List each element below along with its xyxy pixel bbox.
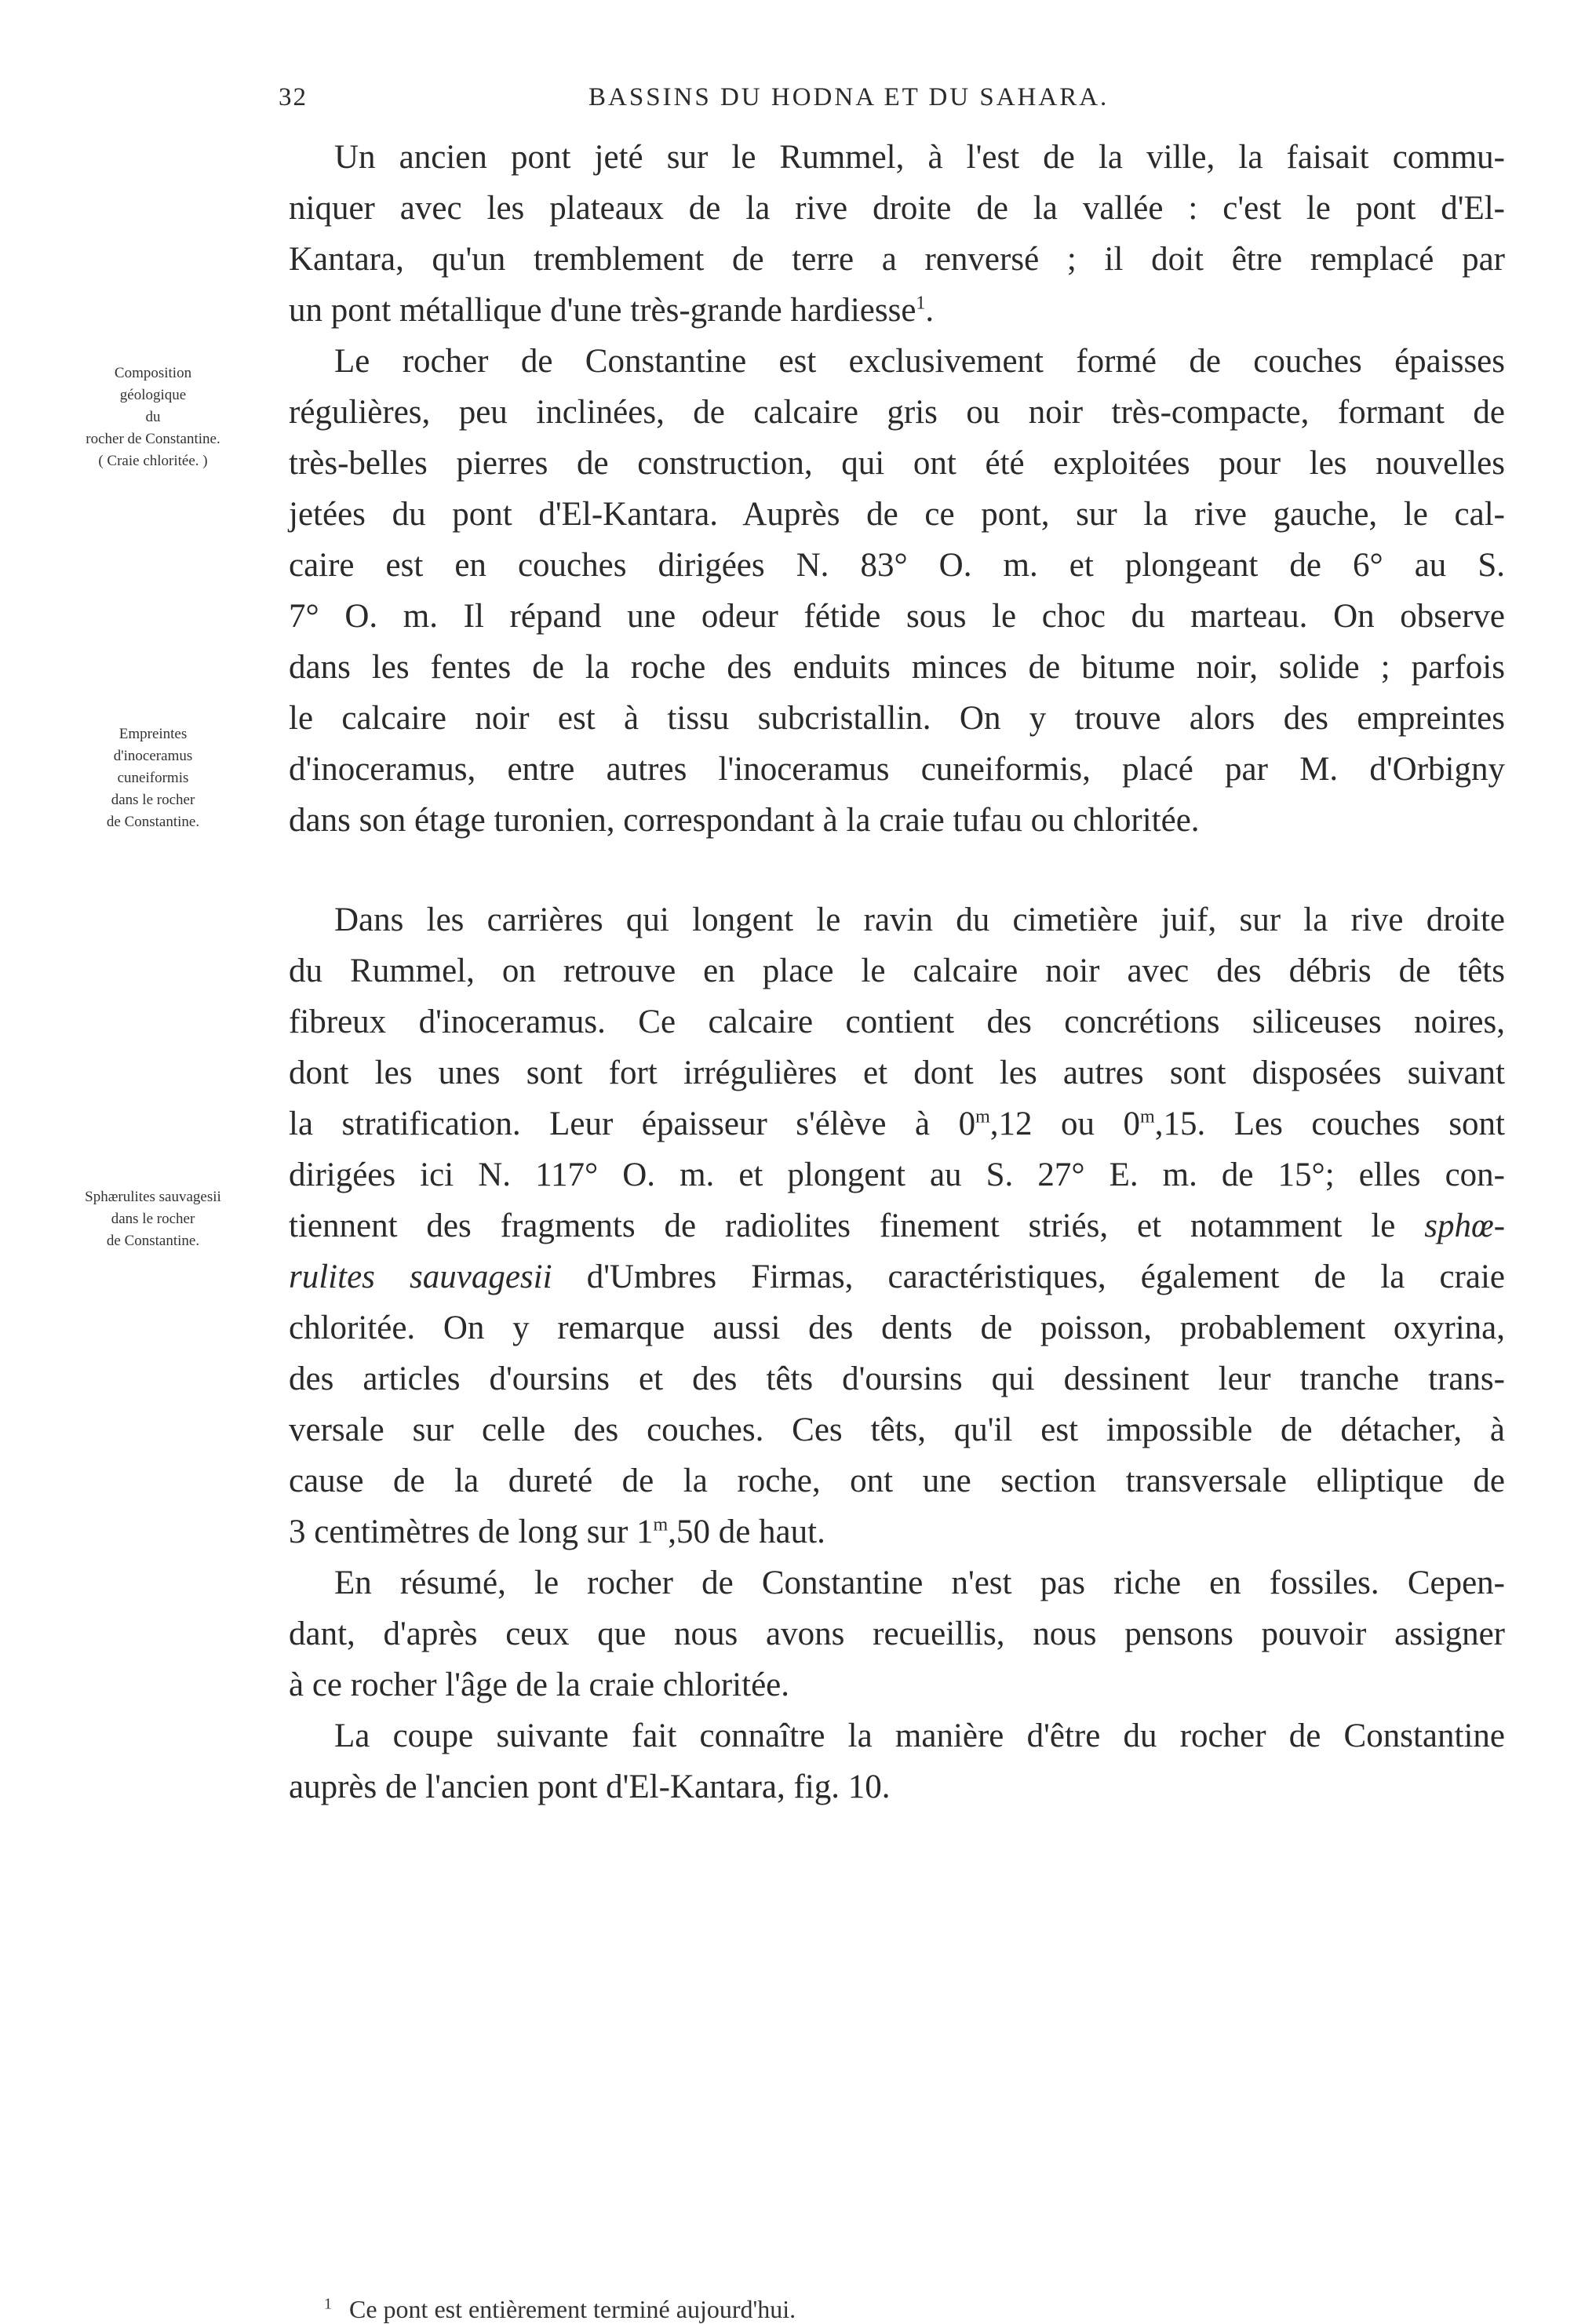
footnote — [324, 2295, 796, 2324]
footnote-mark: 1 — [324, 2295, 332, 2313]
margin-note-sphaerulites — [47, 1186, 259, 1252]
margin-note-line: Empreintes — [118, 726, 188, 742]
text-segment: . — [925, 292, 935, 329]
text-line: dans son étage turonien, correspondant à la craie tufau ou chloritée. — [289, 802, 1200, 839]
text-line: dant, d'après ceux que nous avons recueillis, nous pensons pouvoir assigner — [289, 1616, 1505, 1652]
text-line: dirigées ici N. 117° O. m. et plongent au S. 27° E. m. de 15°; elles con- — [289, 1157, 1505, 1193]
unit-superscript: m — [975, 1106, 990, 1127]
text-line — [289, 1251, 1505, 1302]
text-line: du Rummel, on retrouve en place le calcaire noir avec des débris de têts — [289, 953, 1505, 989]
paragraph-1 — [289, 132, 1505, 336]
text-line — [289, 285, 1505, 336]
text-segment: tiennent des fragments de radiolites finement striés, et notamment le — [289, 1208, 1396, 1244]
text-line: très-belles pierres de construction, qui ont été exploitées pour les nouvelles — [289, 445, 1505, 482]
running-header — [279, 72, 1503, 119]
italic-taxon: rulites sauvagesii — [289, 1259, 552, 1295]
margin-note-line: de Constantine. — [106, 814, 200, 830]
running-title: BASSINS DU HODNA ET DU SAHARA. — [588, 83, 1110, 111]
text-line: des articles d'oursins et des têts d'oursins qui dessinent leur tranche trans- — [289, 1361, 1505, 1397]
paragraph-4 — [289, 1557, 1505, 1710]
text-line: niquer avec les plateaux de la rive droite de la vallée : c'est le pont d'El- — [289, 190, 1505, 227]
italic-taxon: sphœ- — [1424, 1208, 1506, 1244]
text-line: La coupe suivante fait connaître la manière d'être du rocher de Constantine — [334, 1718, 1505, 1754]
page-number: 32 — [279, 83, 308, 111]
text-line: Kantara, qu'un tremblement de terre a renversé ; il doit être remplacé par — [289, 241, 1505, 278]
unit-superscript: m — [653, 1514, 669, 1535]
text-line: d'inoceramus, entre autres l'inoceramus cuneiformis, placé par M. d'Orbigny — [289, 751, 1505, 788]
margin-note-line: dans le rocher — [111, 1211, 195, 1227]
text-line: jetées du pont d'El-Kantara. Auprès de ce pont, sur la rive gauche, le cal- — [289, 496, 1505, 533]
text-line: le calcaire noir est à tissu subcristallin. On y trouve alors des empreintes — [289, 700, 1505, 737]
margin-note-line: dans le rocher — [111, 792, 195, 808]
margin-note-line: géologique — [119, 387, 187, 403]
margin-note-line: de Constantine. — [106, 1233, 200, 1249]
text-line — [289, 1506, 1505, 1557]
text-line: 7° O. m. Il répand une odeur fétide sous le choc du marteau. On observe — [289, 598, 1505, 635]
margin-note-line: d'inoceramus — [113, 748, 193, 764]
paragraph-3 — [289, 894, 1505, 1557]
text-line: Un ancien pont jeté sur le Rummel, à l'est de la ville, la faisait commu- — [334, 139, 1505, 176]
footnote-text: Ce pont est entièrement terminé aujourd'hui. — [349, 2295, 796, 2323]
margin-note-line: cuneiformis — [117, 770, 189, 786]
text-segment: un pont métallique d'une très-grande hardiesse — [289, 292, 916, 329]
text-segment: ,15. Les couches sont — [1154, 1106, 1506, 1142]
text-line: fibreux d'inoceramus. Ce calcaire contient des concrétions siliceuses noires, — [289, 1004, 1505, 1040]
text-segment: d'Umbres Firmas, caractéristiques, également de la craie — [552, 1259, 1505, 1295]
text-line: cause de la dureté de la roche, ont une section transversale elliptique de — [289, 1463, 1505, 1499]
paragraph-5 — [289, 1710, 1505, 1812]
text-line: Dans les carrières qui longent le ravin du cimetière juif, sur la rive droite — [334, 902, 1505, 938]
footnote-ref: 1 — [916, 293, 926, 314]
text-line: dont les unes sont fort irrégulières et dont les autres sont disposées suivant — [289, 1055, 1505, 1091]
text-line: En résumé, le rocher de Constantine n'est pas riche en fossiles. Cepen- — [334, 1565, 1505, 1601]
text-line: dans les fentes de la roche des enduits minces de bitume noir, solide ; parfois — [289, 649, 1505, 686]
margin-note-composition — [47, 362, 259, 472]
unit-superscript: m — [1140, 1106, 1155, 1127]
margin-note-line: Composition — [114, 365, 192, 381]
margin-note-line: Sphærulites sauvagesii — [85, 1189, 221, 1205]
margin-note-empreintes — [47, 723, 259, 833]
margin-note-line: rocher de Constantine. — [86, 431, 220, 447]
text-line: chloritée. On y remarque aussi des dents de poisson, probablement oxyrina, — [289, 1310, 1505, 1346]
text-line: à ce rocher l'âge de la craie chloritée. — [289, 1667, 789, 1703]
text-segment: ,12 ou 0 — [989, 1106, 1141, 1142]
margin-note-line: ( Craie chloritée. ) — [98, 453, 208, 469]
paragraph-2 — [289, 336, 1505, 846]
text-segment: la stratification. Leur épaisseur s'élève à 0 — [289, 1106, 976, 1142]
margin-note-line: du — [145, 409, 161, 425]
text-line: versale sur celle des couches. Ces têts, qu'il est impossible de détacher, à — [289, 1412, 1505, 1448]
text-line: caire est en couches dirigées N. 83° O. m. et plongeant de 6° au S. — [289, 547, 1505, 584]
text-line: régulières, peu inclinées, de calcaire gris ou noir très-compacte, formant de — [289, 394, 1505, 431]
text-line — [289, 1200, 1505, 1251]
text-line: auprès de l'ancien pont d'El-Kantara, fig. 10. — [289, 1768, 891, 1805]
text-segment: ,50 de haut. — [668, 1514, 825, 1550]
text-segment: 3 centimètres de long sur 1 — [289, 1514, 654, 1550]
text-line — [289, 1098, 1505, 1149]
text-line: Le rocher de Constantine est exclusivement formé de couches épaisses — [334, 343, 1505, 380]
